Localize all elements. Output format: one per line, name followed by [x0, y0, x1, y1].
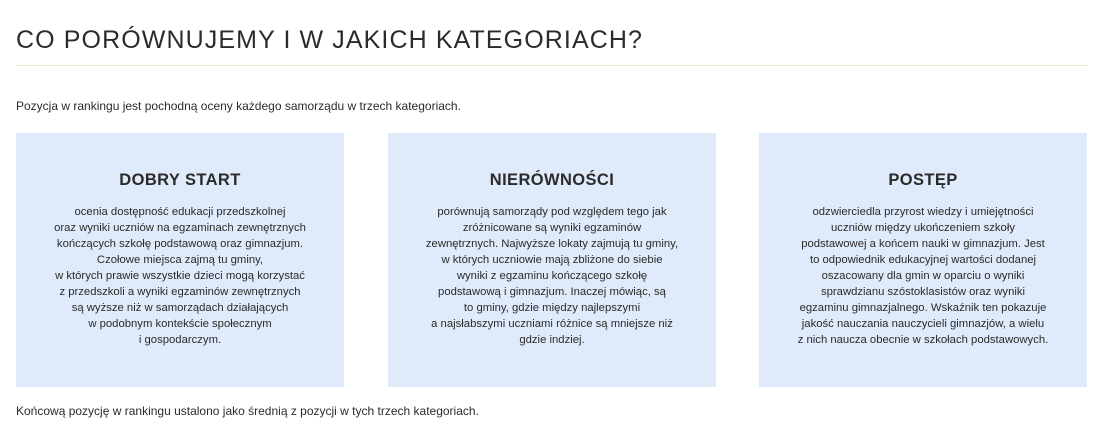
description-line: w których prawie wszystkie dzieci mogą korzystać [55, 270, 305, 282]
description-line: podstawowej a końcem nauki w gimnazjum. Jest [801, 238, 1045, 250]
description-line: są wyższe niż w samorządach działających [71, 302, 289, 314]
footer-text: Końcową pozycję w rankingu ustalono jako średnią z pozycji w tych trzech kategoriach. [16, 404, 479, 418]
title-divider [16, 65, 1087, 66]
description-line: jakość nauczania nauczycieli gimnazjów, a wielu [801, 318, 1045, 330]
intro-text: Pozycja w rankingu jest pochodną oceny każdego samorządu w trzech kategoriach. [16, 99, 461, 113]
description-line: egzaminu gimnazjalnego. Wskaźnik ten pokazuje [799, 302, 1047, 314]
description-line: i gospodarczym. [138, 334, 222, 346]
description-line: podstawową i gimnazjum. Inaczej mówiąc, są [438, 286, 666, 298]
description-line: w których uczniowie mają zbliżone do siebie [441, 254, 663, 266]
description-line: zróżnicowane są wyniki egzaminów [462, 222, 642, 234]
description-line: w podobnym kontekście społecznym [88, 318, 272, 330]
category-description [32, 204, 328, 348]
description-line: oraz wyniki uczniów na egzaminach zewnętrznych [54, 222, 306, 234]
category-title: POSTĘP [888, 171, 958, 189]
description-line: sprawdzianu szóstoklasistów oraz wyniki [820, 286, 1026, 298]
category-card-nierownosci [388, 133, 716, 387]
category-description [404, 204, 700, 348]
description-line: to odpowiednik edukacyjnej wartości dodanej [809, 254, 1037, 266]
description-line: zewnętrznych. Najwyższe lokaty zajmują tu gminy, [425, 238, 679, 250]
description-line: z nich naucza obecnie w szkołach podstawowych. [797, 334, 1049, 346]
description-line: kończących szkołę podstawową oraz gimnazjum. [56, 238, 304, 250]
description-line: to gminy, gdzie między najlepszymi [463, 302, 641, 314]
description-line: odzwierciedla przyrost wiedzy i umiejętności [812, 206, 1034, 218]
description-line: porównują samorządy pod względem tego jak [437, 206, 667, 218]
category-card-postep [759, 133, 1087, 387]
page-title: CO PORÓWNUJEMY I W JAKICH KATEGORIACH? [16, 26, 644, 54]
description-line: ocenia dostępność edukacji przedszkolnej [74, 206, 286, 218]
category-title: NIERÓWNOŚCI [489, 171, 615, 189]
description-line: a najsłabszymi uczniami różnice są mniejsze niż [431, 318, 673, 330]
description-line: wyniki z egzaminu kończącego szkołę [456, 270, 648, 282]
description-line: uczniów między ukończeniem szkoły [831, 222, 1015, 234]
description-line: oszacowany dla gmin w oparciu o wyniki [821, 270, 1025, 282]
description-line: z przedszkoli a wyniki egzaminów zewnętrznych [59, 286, 301, 298]
category-title: DOBRY START [119, 171, 241, 189]
description-line: gdzie indziej. [519, 334, 585, 346]
category-description [775, 204, 1071, 348]
description-line: Czołowe miejsca zajmą tu gminy, [96, 254, 264, 266]
category-card-dobry-start [16, 133, 344, 387]
